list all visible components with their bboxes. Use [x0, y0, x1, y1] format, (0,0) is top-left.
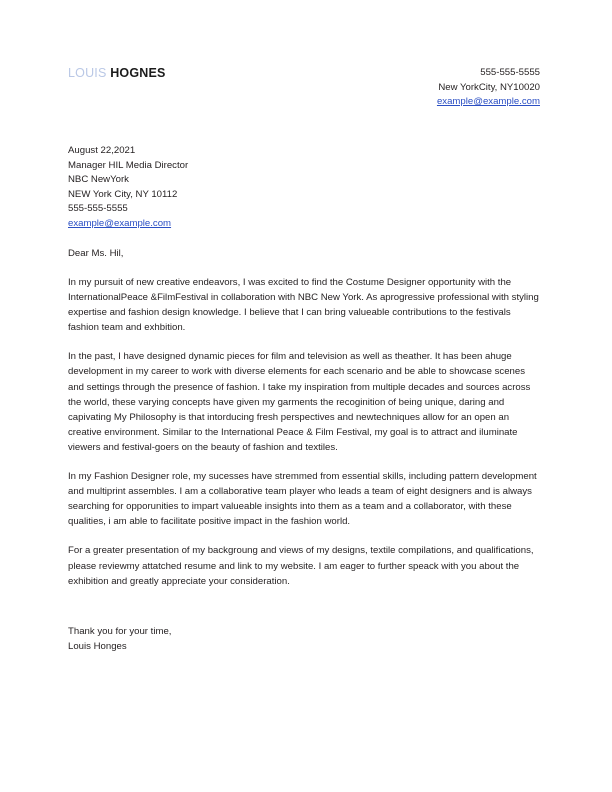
recipient-title: Manager HIL Media Director	[68, 159, 189, 171]
sender-phone: 555-555-5555	[480, 67, 540, 78]
body-paragraph: For a greater presentation of my backgroung and views of my designs, textile compilations, and qualifications, please reviewmy attatched resume and link to my website. I am eager to further speack with you about the exhibition and greatly appreciate your consideration.	[68, 545, 534, 587]
body-paragraph: In my Fashion Designer role, my sucesses have stremmed from essential skills, including pattern development and multiprint assembles. I am a collaborative team player who leads a team of eight designers and is always searching for opporunities to impart valueable insights into them as a team and a collaborator, with these qualities, i am able to facilitate positive impact in the fashion world.	[68, 471, 537, 528]
recipient-email-link[interactable]: example@example.com	[68, 217, 172, 229]
recipient-phone: 555-555-5555	[68, 203, 128, 215]
sign-off: Thank you for your time,	[68, 626, 172, 637]
sender-email-link[interactable]: example@example.com	[436, 96, 540, 107]
sender-name	[68, 66, 166, 81]
sender-first-name: LOUIS	[68, 66, 107, 80]
body-paragraph: In the past, I have designed dynamic pieces for film and television as well as theather. It has been ahuge development in my career to work with diverse elements for each scenario and be able to showcase scenes and settings through the presence of fashion. I take my inspiration from multiple decades and sources across the world, these varying concepts have given my garments the recoginition of being unique, daring and capivating My Philosophy is that intorducing fresh perspectives and newtechniques allow for an open an creative environment. Similar to the International Peace & Film Festival, my goal is to attract and iluminate viewers and festival-goers on the beauty of fashion and textiles.	[68, 351, 531, 453]
sender-contact-block	[437, 66, 540, 110]
signature-name: Louis Honges	[68, 641, 127, 653]
letter-date: August 22,2021	[68, 145, 136, 156]
letterhead	[68, 66, 540, 110]
sender-last-name: HOGNES	[110, 66, 166, 80]
body-paragraph: In my pursuit of new creative endeavors, I was excited to find the Costume Designer opportunity with the InternationalPeace &FilmFestival in collaboration with NBC New York. As aprogressive professional with styling expertise and fashion design knowledge. I believe that I can bring valueable contributions to the festivals fashion team and exhbition.	[68, 277, 539, 334]
salutation: Dear Ms. Hil,	[68, 248, 124, 259]
recipient-company: NBC NewYork	[68, 174, 129, 186]
letter-body	[68, 275, 542, 589]
closing-block	[68, 624, 171, 654]
sender-location: New YorkCity, NY10020	[438, 81, 540, 93]
recipient-block	[68, 144, 188, 232]
recipient-address: NEW York City, NY 10112	[68, 188, 178, 200]
